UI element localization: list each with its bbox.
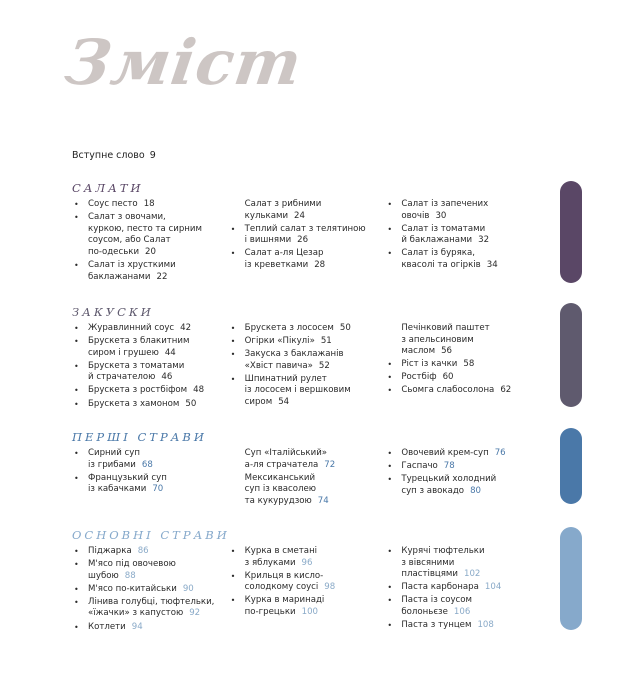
toc-entry[interactable] <box>385 546 542 581</box>
page-number: 20 <box>145 246 156 257</box>
page-number: 30 <box>435 210 447 221</box>
page-number: 54 <box>278 397 290 408</box>
entry-text: соусом, або Салат <box>88 235 171 246</box>
entry-text: суп з авокадо <box>401 485 465 496</box>
entry-text: й баклажанами <box>401 235 473 246</box>
section-columns <box>72 323 542 412</box>
toc-entry[interactable] <box>385 359 542 371</box>
toc-entry[interactable] <box>72 546 229 558</box>
entry-text: Паста із соусом <box>401 595 473 606</box>
entry-text: Теплий салат з телятиною <box>244 223 366 234</box>
entry-text: Салат із запечених <box>401 199 489 209</box>
page-number: 18 <box>143 199 155 209</box>
entry-text: Курка в сметані <box>244 546 318 556</box>
toc-entry[interactable] <box>385 448 542 460</box>
page-number: 68 <box>141 459 153 470</box>
page-number: 52 <box>318 360 330 371</box>
page-number: 74 <box>317 495 329 506</box>
entry-text: М'ясо під овочевою <box>88 559 176 570</box>
column <box>229 546 386 635</box>
entry-text: Брускета з блакитним <box>88 336 190 347</box>
intro-page: 9 <box>149 150 156 161</box>
section-first-courses <box>72 430 542 509</box>
toc-entry[interactable] <box>72 323 229 335</box>
toc-entry[interactable] <box>72 260 229 283</box>
section-title: САЛАТИ <box>72 181 144 195</box>
column <box>385 546 542 635</box>
entry-text: маслом <box>401 346 436 357</box>
section-appetizers <box>72 305 542 412</box>
page-number: 22 <box>156 271 168 282</box>
page-number: 72 <box>324 459 336 470</box>
page-number: 100 <box>301 606 319 617</box>
entry-text: Суп «Італійський» <box>244 448 328 458</box>
intro-label: Вступне слово <box>72 150 145 161</box>
entry-text: Салат з рибними <box>244 199 322 209</box>
entry-text: овочів <box>401 210 430 221</box>
toc-entry[interactable] <box>385 582 542 594</box>
section-columns <box>72 546 542 635</box>
toc-entry[interactable] <box>385 224 542 247</box>
page-number: 104 <box>484 582 502 593</box>
entry-text: і вишнями <box>244 235 292 246</box>
toc-entry[interactable] <box>385 595 542 618</box>
entry-text: Курячі тюфтельки <box>401 546 485 556</box>
toc-entry[interactable] <box>229 248 386 271</box>
page-number: 32 <box>478 235 490 246</box>
toc-entry[interactable] <box>72 622 229 634</box>
entry-text: із лососем і вершковим <box>244 385 351 396</box>
toc-entry[interactable] <box>385 199 542 222</box>
entry-text: Французький суп <box>88 472 167 483</box>
toc-entry[interactable] <box>385 385 542 397</box>
entry-text: сиром і грушею <box>88 347 159 358</box>
page-number: 92 <box>189 608 201 619</box>
entry-text: Салат із томатами <box>401 223 486 234</box>
entry-text: Соус песто <box>88 199 138 209</box>
column <box>72 448 229 509</box>
toc-entry[interactable] <box>72 385 229 397</box>
entry-text: сиром <box>244 397 273 408</box>
toc-entry[interactable] <box>385 461 542 473</box>
page-number: 58 <box>463 359 475 370</box>
toc-entry[interactable] <box>72 473 229 496</box>
toc-entry[interactable] <box>72 336 229 359</box>
tab-first-courses[interactable] <box>560 428 582 504</box>
toc-entry[interactable] <box>72 597 229 620</box>
entry-text: куркою, песто та сирним <box>88 223 202 234</box>
page-number: 26 <box>297 235 309 246</box>
entry-text: «їжачки» з капустою <box>88 608 184 619</box>
entry-text: по-грецьки <box>244 606 296 617</box>
entry-text: квасолі та огірків <box>401 259 481 270</box>
entry-text: із креветками <box>244 259 309 270</box>
page-number: 24 <box>294 210 305 221</box>
page-number: 108 <box>477 620 494 631</box>
toc-entry[interactable] <box>229 374 386 409</box>
entry-text: Піджарка <box>88 546 132 556</box>
column <box>385 448 542 509</box>
entry-text: болоньєзе <box>401 606 448 617</box>
entry-text: Брускета з томатами <box>88 360 185 371</box>
page-number: 86 <box>137 546 149 556</box>
section-salads <box>72 181 542 285</box>
entry-text: Журавлинний соус <box>88 323 175 333</box>
entry-text: солодкому соусі <box>244 582 319 593</box>
toc-entry[interactable] <box>72 448 229 471</box>
section-columns <box>72 448 542 509</box>
page-number: 46 <box>161 372 173 383</box>
column <box>72 323 229 412</box>
entry-text: Огірки «Пікулі» <box>244 336 315 347</box>
entry-text: кульками <box>244 210 289 221</box>
page-number: 102 <box>464 569 481 580</box>
toc-entry[interactable] <box>72 559 229 582</box>
section-columns <box>72 199 542 285</box>
entry-text: Ростбіф <box>401 372 437 383</box>
toc-entry[interactable] <box>229 336 386 348</box>
page-number: 28 <box>314 259 326 270</box>
page-number: 60 <box>442 372 454 383</box>
page-number: 78 <box>443 461 455 472</box>
entry-text: пластівцями <box>401 569 458 580</box>
toc-entry[interactable] <box>385 372 542 384</box>
page-number: 76 <box>494 448 506 458</box>
page-number: 51 <box>320 336 332 347</box>
page-number: 44 <box>164 347 176 358</box>
page-number: 90 <box>182 583 194 594</box>
toc-entry[interactable] <box>229 199 386 222</box>
section-main-courses <box>72 528 542 635</box>
entry-text: Мексиканський <box>244 472 316 483</box>
entry-text: з апельсиновим <box>401 334 474 345</box>
entry-text: шубою <box>88 570 119 581</box>
toc-entry[interactable] <box>385 323 542 358</box>
toc-entry[interactable] <box>229 571 386 594</box>
entry-text: та кукурудзою <box>244 495 312 506</box>
entry-text: Печінковий паштет <box>401 323 490 333</box>
tab-appetizers[interactable] <box>560 303 582 407</box>
page-number: 42 <box>180 323 192 333</box>
page-number: 48 <box>193 385 205 396</box>
column <box>72 546 229 635</box>
entry-text: суп із квасолею <box>244 484 317 495</box>
page-number: 70 <box>152 484 164 495</box>
entry-text: Паста карбонара <box>401 582 479 593</box>
page-number: 80 <box>470 485 481 496</box>
entry-text: із кабачками <box>88 484 147 495</box>
column <box>385 199 542 285</box>
page-number: 94 <box>131 621 143 632</box>
page-number: 62 <box>500 385 512 396</box>
entry-text: по-одеськи <box>88 246 140 257</box>
page-number: 34 <box>486 259 498 270</box>
entry-text: М'ясо по-китайськи <box>88 583 177 594</box>
page-number: 50 <box>185 398 197 409</box>
toc-entry[interactable] <box>229 546 386 569</box>
section-title: ЗАКУСКИ <box>72 305 154 319</box>
entry-text: Закуска з баклажанів <box>244 349 344 360</box>
section-title: ПЕРШІ СТРАВИ <box>72 430 207 444</box>
toc-entry[interactable] <box>229 323 386 335</box>
entry-text: Салат з овочами, <box>88 212 166 223</box>
toc-entry[interactable] <box>72 361 229 384</box>
column <box>72 199 229 285</box>
toc-entry[interactable] <box>229 224 386 247</box>
toc-entry[interactable] <box>72 399 229 411</box>
tab-salads[interactable] <box>560 181 582 283</box>
entry-text: Турецький холодний <box>401 474 497 485</box>
page-number: 88 <box>124 570 136 581</box>
column <box>229 448 386 509</box>
entry-text: Гаспачо <box>401 461 438 472</box>
entry-text: Курка в маринаді <box>244 595 325 606</box>
column <box>229 323 386 412</box>
column <box>385 323 542 412</box>
column <box>229 199 386 285</box>
page-number: 106 <box>453 606 471 617</box>
entry-text: Овочевий крем-суп <box>401 448 489 458</box>
toc-entry[interactable] <box>229 349 386 372</box>
entry-text: Котлети <box>88 621 126 632</box>
entry-text: Лінива голубці, тюфтельки, <box>88 596 215 607</box>
entry-text: Салат із буряка, <box>401 248 475 259</box>
toc-entry[interactable] <box>229 595 386 618</box>
entry-text: й страчателою <box>88 372 156 383</box>
entry-text: «Хвіст павича» <box>244 360 313 371</box>
entry-text: Шпинатний рулет <box>244 373 327 384</box>
page-number: 96 <box>301 557 313 568</box>
toc-entry[interactable] <box>72 584 229 596</box>
toc-entry[interactable] <box>72 212 229 258</box>
page-title: Зміст <box>60 26 307 99</box>
page-number: 98 <box>324 582 336 593</box>
entry-text: баклажанами <box>88 271 151 282</box>
toc-entry[interactable] <box>72 199 229 211</box>
entry-text: Крильця в кисло- <box>244 570 324 581</box>
entry-text: Брускета з ростбіфом <box>88 385 188 396</box>
entry-text: з вівсяними <box>401 557 455 568</box>
entry-text: Сьомга слабосолона <box>401 385 495 396</box>
toc-entry[interactable] <box>229 448 386 471</box>
entry-text: Сирний суп <box>88 448 140 458</box>
entry-text: Паста з тунцем <box>401 620 472 631</box>
entry-text: із грибами <box>88 459 136 470</box>
toc-entry[interactable] <box>385 248 542 271</box>
entry-text: Салат із хрусткими <box>88 259 176 270</box>
section-title: ОСНОВНІ СТРАВИ <box>72 528 230 542</box>
toc-entry[interactable] <box>385 474 542 497</box>
intro-entry[interactable] <box>72 150 156 161</box>
tab-main-courses[interactable] <box>560 527 582 630</box>
entry-text: з яблуками <box>244 557 296 568</box>
entry-text: Брускета з хамоном <box>88 398 180 409</box>
entry-text: Салат а-ля Цезар <box>244 248 324 259</box>
page-number: 50 <box>339 323 351 333</box>
entry-text: Ріст із качки <box>401 359 458 370</box>
page-number: 56 <box>441 346 452 357</box>
toc-entry[interactable] <box>385 620 542 632</box>
toc-entry[interactable] <box>229 473 386 508</box>
entry-text: а-ля страчатела <box>244 459 319 470</box>
entry-text: Брускета з лососем <box>244 323 334 333</box>
